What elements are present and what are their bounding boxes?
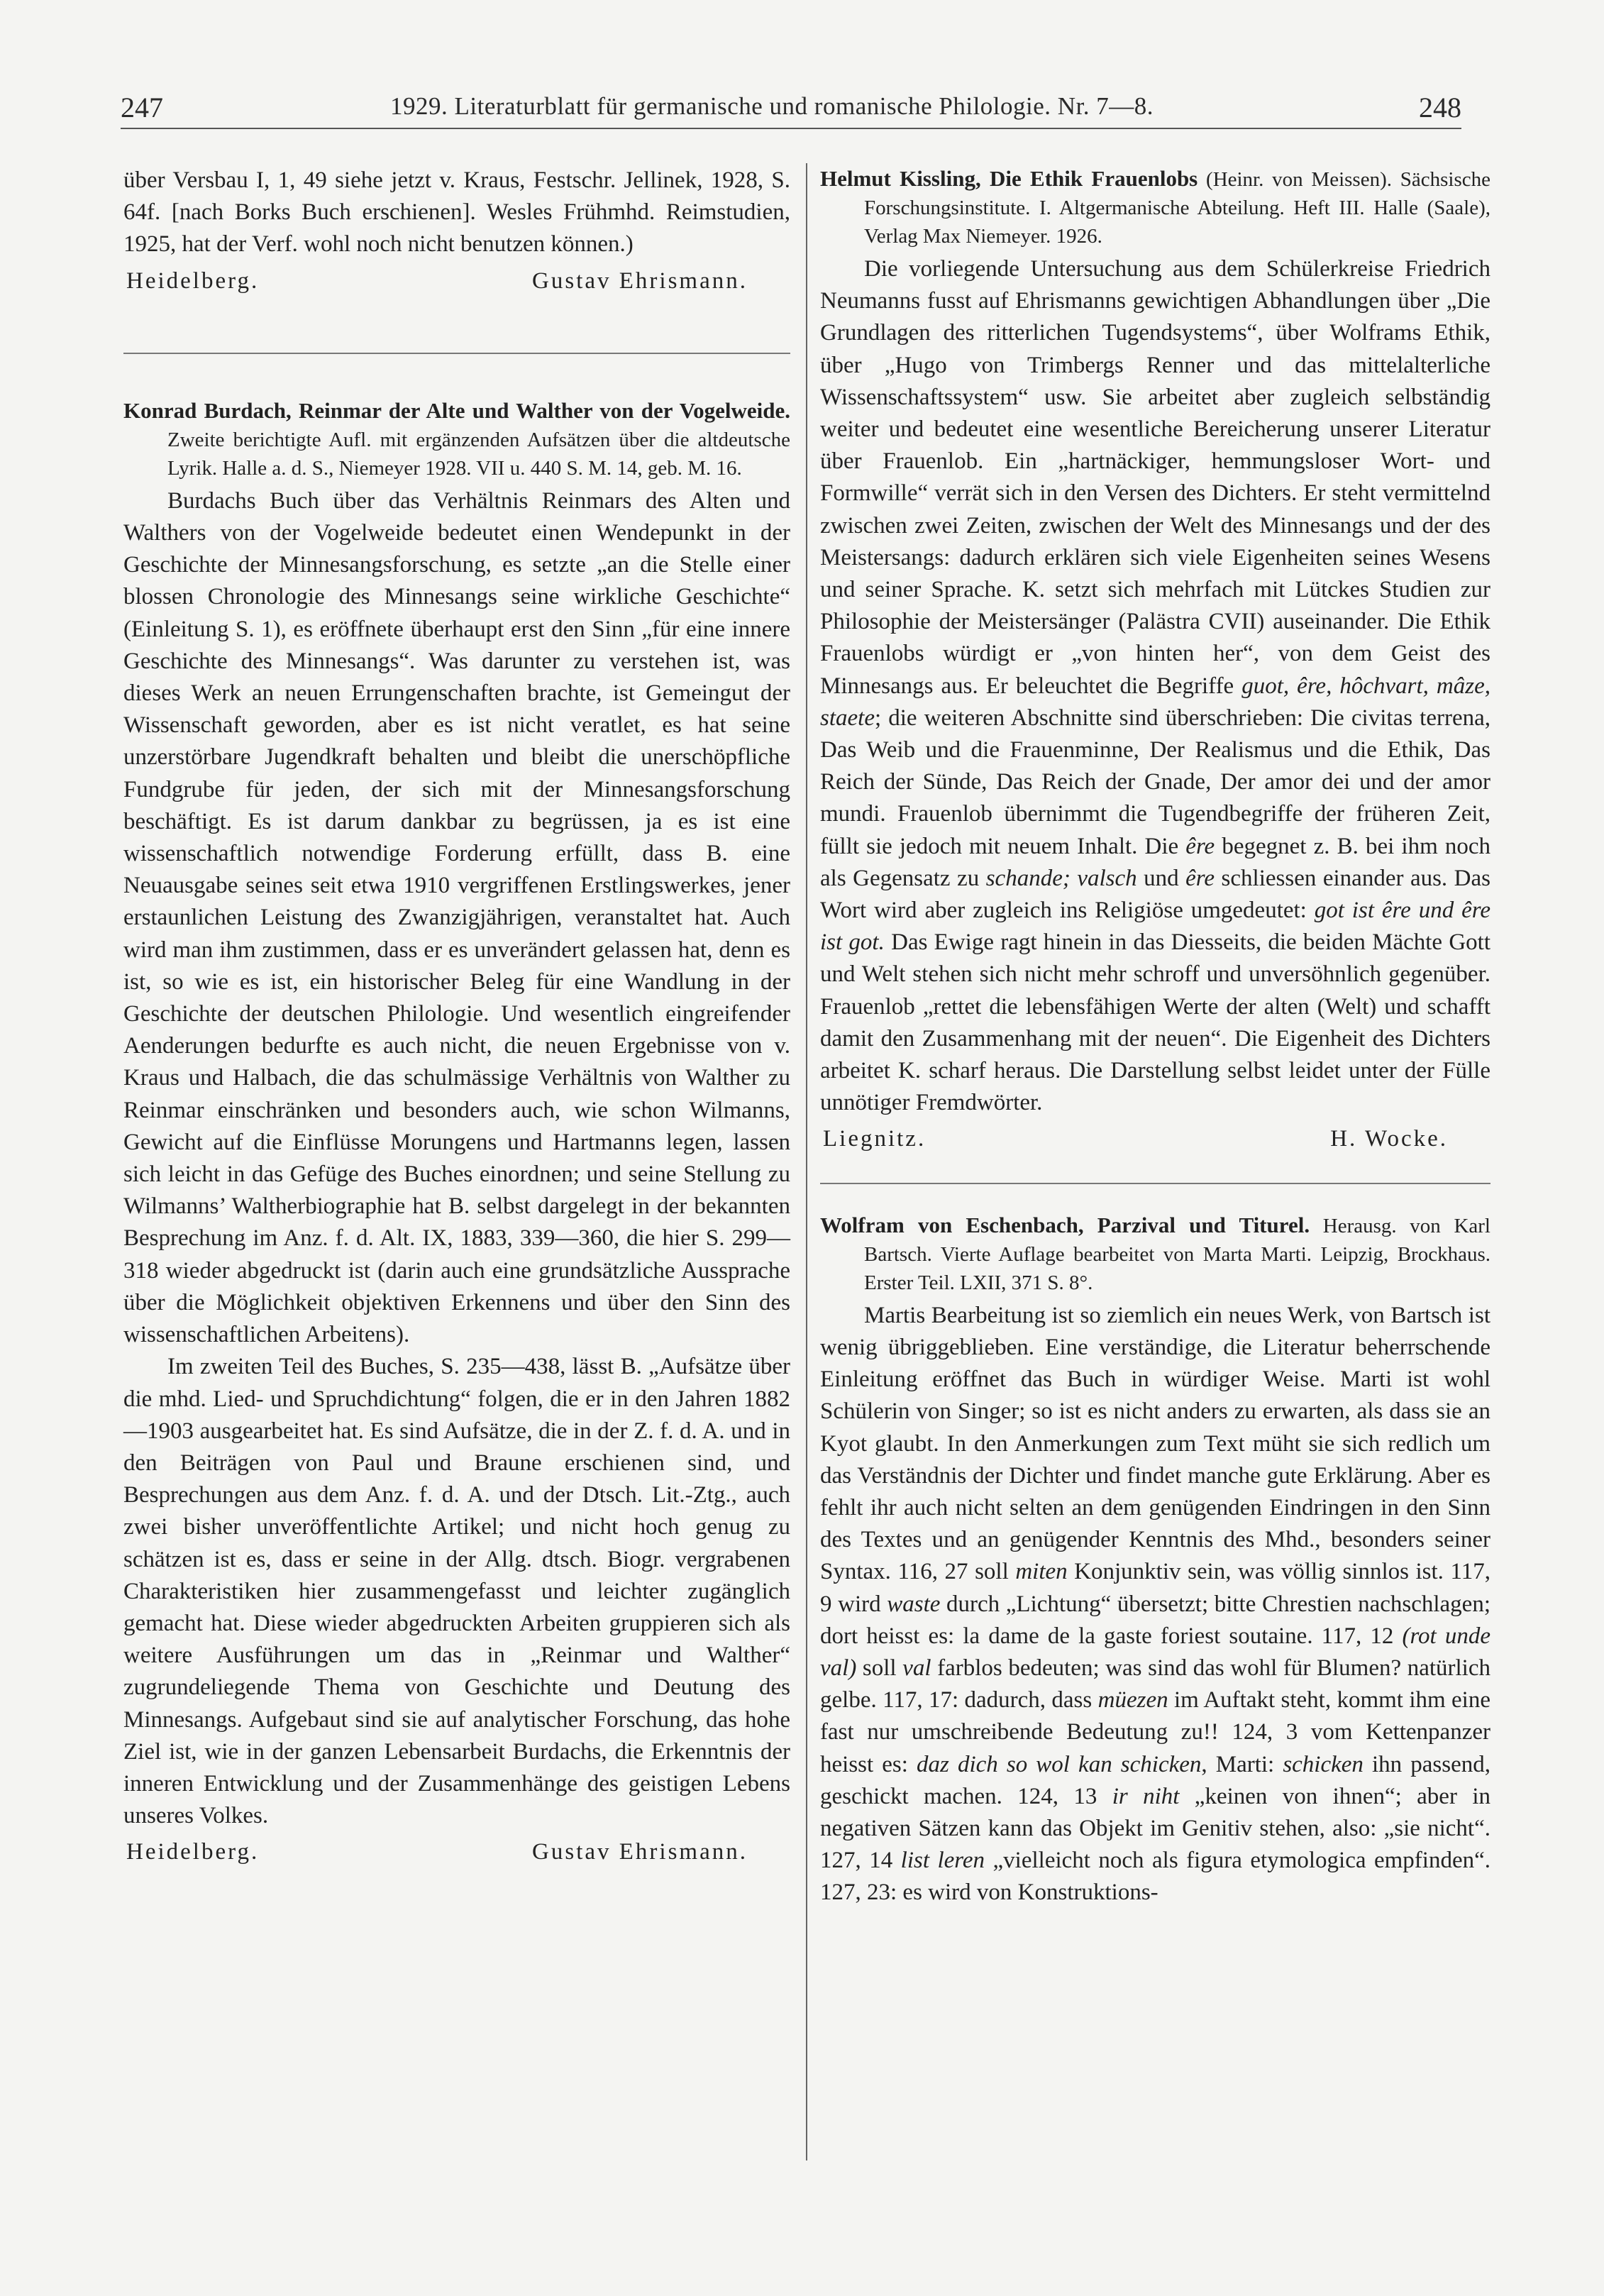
signature-author: Gustav Ehrismann. xyxy=(532,1839,748,1865)
text-run: Das Ewige ragt hinein in das Diesseits, die beiden Mächte Gott und Welt stehen sich nicht mehr schroff und unversöhnlich gegenüber. Frauenlob „rettet die lebensfähigen Werte der alten (Welt) und schafft damit den Zusammenhang mit der neuen“. Die Eigenheit des Dichters arbeitet K. scharf heraus. Die Darstellung selbst leidet unter der Fülle unnötiger Fremdwörter. xyxy=(820,929,1490,1116)
italic-term: êre xyxy=(1185,833,1215,859)
text-run: „vielleicht noch als figura etymologica empfinden“. 127, 23: es wird von Konstruktions- xyxy=(820,1848,1490,1906)
text-run: schliessen einander aus. Das Wort wird aber zugleich ins Religiöse umgedeutet: xyxy=(820,865,1490,924)
text-run: im Auftakt steht, kommt ihm eine fast nur umschreibende Bedeutung zu!! 124, 3 vom Kettenpanzer heisst es: xyxy=(820,1687,1491,1777)
text-run: durch „Lichtung“ übersetzt; bitte Chrestien nachschlagen; dort heisst es: la dame de la gaste foriest soutaine. 117, 12 xyxy=(820,1591,1490,1649)
text-run: ihn passend, geschickt machen. 124, 13 xyxy=(820,1751,1490,1809)
text-run: farblos bedeuten; was sind das wohl für Blumen? natürlich gelbe. 117, 17: dadurch, dass xyxy=(820,1655,1490,1713)
text-run: ; die weiteren Abschnitte sind überschrieben: Die civitas terrena, Das Weib und die Frauenminne, Der Realismus und die Ethik, Das Reich der Sünde, Das Reich der Gnade, Der amor dei und der amor mundi. Frauenlob übernimmt die Tugendbegriffe der früheren Zeit, füllt sie jedoch mit neuem Inhalt. Die xyxy=(820,705,1490,859)
italic-term: ir niht xyxy=(1112,1783,1180,1809)
review-heading-burdach xyxy=(123,397,790,482)
signature-place: Liegnitz. xyxy=(823,1126,927,1152)
italic-term: schicken xyxy=(1283,1751,1364,1777)
review-title-bold: Helmut Kissling, Die Ethik Frauenlobs xyxy=(820,166,1198,191)
italic-term: list leren xyxy=(900,1848,985,1874)
italic-term: daz dich so wol kan schicken xyxy=(917,1751,1202,1777)
text-run: soll xyxy=(856,1655,903,1681)
review-paragraph xyxy=(820,1300,1490,1909)
signature-author: Gustav Ehrismann. xyxy=(532,267,748,294)
column-divider xyxy=(806,163,807,2160)
review-biblio: Herausg. von Karl Bartsch. Vierte Auflage bearbeitet von Marta Marti. Leipzig, Brockhaus. Erster Teil. LXII, 371 S. 8°. xyxy=(864,1214,1490,1294)
italic-term: müezen xyxy=(1097,1687,1168,1713)
signature xyxy=(820,1123,1490,1155)
journal-title: 1929. Literaturblatt für germanische und romanische Philologie. Nr. 7—8. xyxy=(390,92,1154,120)
italic-term: schande; valsch xyxy=(985,865,1137,891)
review-paragraph: Im zweiten Teil des Buches, S. 235—438, lässt B. „Aufsätze über die mhd. Lied- und Spruchdichtung“ folgen, die er in den Jahren 1882—1903 ausgearbeitet hat. Es sind Aufsätze, die in der Z. f. d. A. und in den Beiträgen von Paul und Braune erschienen sind, und Besprechungen aus dem Anz. f. d. A. und der Dtsch. Lit.-Ztg., auch zwei bisher unveröffentlichte Artikel; und nicht hoch genug zu schätzen ist es, dass er seine in der Allg. dtsch. Biogr. vergrabenen Charakteristiken hier zusammengefasst und leichter zugänglich gemacht hat. Diese wieder abgedruckten Arbeiten gruppieren sich als weitere Ausführungen um das in „Reinmar und Walther“ zugrundeliegende Thema von Geschichte und Deutung des Minnesangs. Aufgebaut sind sie auf analytischer Forschung, das hohe Ziel ist, wie in der ganzen Lebensarbeit Burdachs, die Erkenntnis der inneren Entwicklung und der Zusammenhänge des geistigen Lebens unseres Volkes. xyxy=(123,1354,790,1829)
running-header xyxy=(121,85,1461,128)
text-run: „keinen von ihnen“; aber in negativen Sätzen kann das Objekt im Genitiv stehen, also: „sie nicht“. 127, 14 xyxy=(820,1783,1490,1874)
text-run: , Marti: xyxy=(1201,1751,1283,1777)
page-number-right: 248 xyxy=(1419,92,1461,123)
page-number-left: 247 xyxy=(121,92,163,123)
italic-term: miten xyxy=(1015,1559,1068,1585)
review-heading-wolfram xyxy=(820,1211,1490,1297)
italic-term: êre xyxy=(1185,865,1215,891)
italic-term: (rot unde val) xyxy=(820,1623,1490,1681)
text-run: Martis Bearbeitung ist so ziemlich ein neues Werk, von Bartsch ist wenig übriggeblieben. Eine verständige, die Literatur beherrschende Einleitung eröffnet das Buch in würdiger Weise. Marti ist wohl Schülerin von Singer; so ist es nicht anders zu erwarten, als dass sie an Kyot glaubt. In den Anmerkungen zum Text müht sie sich redlich um das Verständnis der Dichter und findet manche gute Erklärung. Aber es fehlt ihr auch nicht selten an dem genügenden Eindringen in den Sinn des Textes und an genügender Kenntnis des Mhd., besonders seiner Syntax. 116, 27 soll xyxy=(820,1302,1490,1585)
review-biblio: (Heinr. von Meissen). Sächsische Forschungsinstitute. I. Altgermanische Abteilung. Heft III. Halle (Saale), Verlag Max Niemeyer. 1926. xyxy=(864,168,1490,248)
signature-author: H. Wocke. xyxy=(1330,1126,1448,1152)
italic-term: waste xyxy=(887,1591,941,1617)
review-biblio: Zweite berichtigte Aufl. mit ergänzenden Aufsätzen über die altdeutsche Lyrik. Halle a. d. S., Niemeyer 1928. VII u. 440 S. M. 14, geb. M. 16. xyxy=(167,428,790,480)
text-run: Die vorliegende Untersuchung aus dem Schülerkreise Friedrich Neumanns fusst auf Ehrismanns gewichtigen Abhandlungen über „Die Grundlagen des ritterlichen Tugendsystems“, über Wolframs Ethik, über „Hugo von Trimbergs Renner und das mittelalterliche Wissenschaftssystem“ usw. Sie arbeitet aber zugleich selbständig weiter und bedeutet eine wesentliche Bereicherung unserer Literatur über Frauenlob. Ein „hartnäckiger, hemmungsloser Wort- und Formwille“ verrät sich in den Versen des Dichters. Er steht vermittelnd zwischen zwei Zeiten, zwischen der Welt des Minnesangs und der des Meistersangs: dadurch erklären sich viele Eigenheiten seines Wesens und seiner Sprache. K. setzt sich mehrfach mit Lütckes Studien zur Philosophie der Meistersänger (Palästra CVII) auseinander. Die Ethik Frauenlobs würdigt er „von hinten her“, von dem Geist des Minnesangs aus. Er beleuchtet die Begriffe xyxy=(820,256,1490,699)
review-heading-kissling xyxy=(820,165,1490,250)
header-rule xyxy=(121,128,1461,129)
signature xyxy=(123,1836,790,1868)
review-paragraph: Burdachs Buch über das Verhältnis Reinmars des Alten und Walthers von der Vogelweide bedeutet einen Wendepunkt in der Geschichte der Minnesangsforschung, es setzte „an die Stelle einer blossen Chronologie des Minnesangs seine wirkliche Geschichte“ (Einleitung S. 1), es eröffnete überhaupt erst den Sinn „für eine innere Geschichte des Minnesangs“. Was darunter zu verstehen ist, was dieses Werk an neuen Errungenschaften brachte, ist Gemeingut der Wissenschaft geworden, aber es ist nicht veratlet, es hat seine unzerstörbare Jugendkraft behalten und bleibt die unerschöpfliche Fundgrube für jeden, der sich mit der Minnesangsforschung beschäftigt. Es ist darum dankbar zu begrüssen, ja es ist eine wissenschaftlich notwendige Forderung erfüllt, dass B. eine Neuausgabe seines seit etwa 1910 vergriffenen Erstlingswerkes, jener erstaunlichen Leistung des Zwanzigjährigen, veranstaltet hat. Auch wird man ihm zustimmen, dass er es unverändert gelassen hat, denn es ist, so wie es ist, ein historischer Beleg für eine Wandlung in der Geschichte der deutschen Philologie. Und wesentlich eingreifender Aenderungen bedurfte es auch nicht, die neuen Ergebnisse von v. Kraus und Halbach, die das schulmässige Verhältnis von Walther zu Reinmar einschränken und besonders auch, wie schon Wilmanns, Gewicht auf die Einflüsse Morungens und Hartmanns legen, lassen sich leicht in das Gefüge des Buches einordnen; und seine Stellung zu Wilmanns’ Waltherbiographie hat B. selbst dargelegt in der bekannten Besprechung im Anz. f. d. Alt. IX, 1883, 339—360, die hier S. 299—318 wieder abgedruckt ist (darin auch eine grundsätzliche Aussprache über die Möglichkeit objektiven Erkennens und über den Sinn des wissenschaftlichen Arbeitens). xyxy=(123,487,790,1348)
text-run: und xyxy=(1136,865,1186,891)
left-column xyxy=(123,165,790,1869)
right-column xyxy=(820,165,1490,1909)
signature-place: Heidelberg. xyxy=(126,267,260,294)
review-title-bold: Konrad Burdach, Reinmar der Alte und Walther von der Vogelweide. xyxy=(123,397,790,423)
review-title-bold: Wolfram von Eschenbach, Parzival und Titurel. xyxy=(820,1212,1310,1237)
text-run: Konjunktiv sein, was völlig sinnlos ist. 117, 9 wird xyxy=(820,1559,1491,1617)
signature-place: Heidelberg. xyxy=(126,1839,260,1865)
italic-terms: guot, êre, hôchvart, mâze, staete xyxy=(820,673,1490,731)
italic-term: val xyxy=(902,1655,931,1681)
review-paragraph xyxy=(820,253,1490,1119)
text-run: begegnet z. B. bei ihm noch als Gegensatz zu xyxy=(820,833,1490,891)
continuation-text: über Versbau I, 1, 49 siehe jetzt v. Kraus, Festschr. Jellinek, 1928, S. 64f. [nach Borks Buch erschienen]. Wesles Frühmhd. Reimstudien, 1925, hat der Verf. wohl noch nicht benutzen können.) xyxy=(123,167,790,258)
signature xyxy=(123,265,790,297)
italic-quote: got ist êre und êre ist got. xyxy=(820,898,1490,956)
